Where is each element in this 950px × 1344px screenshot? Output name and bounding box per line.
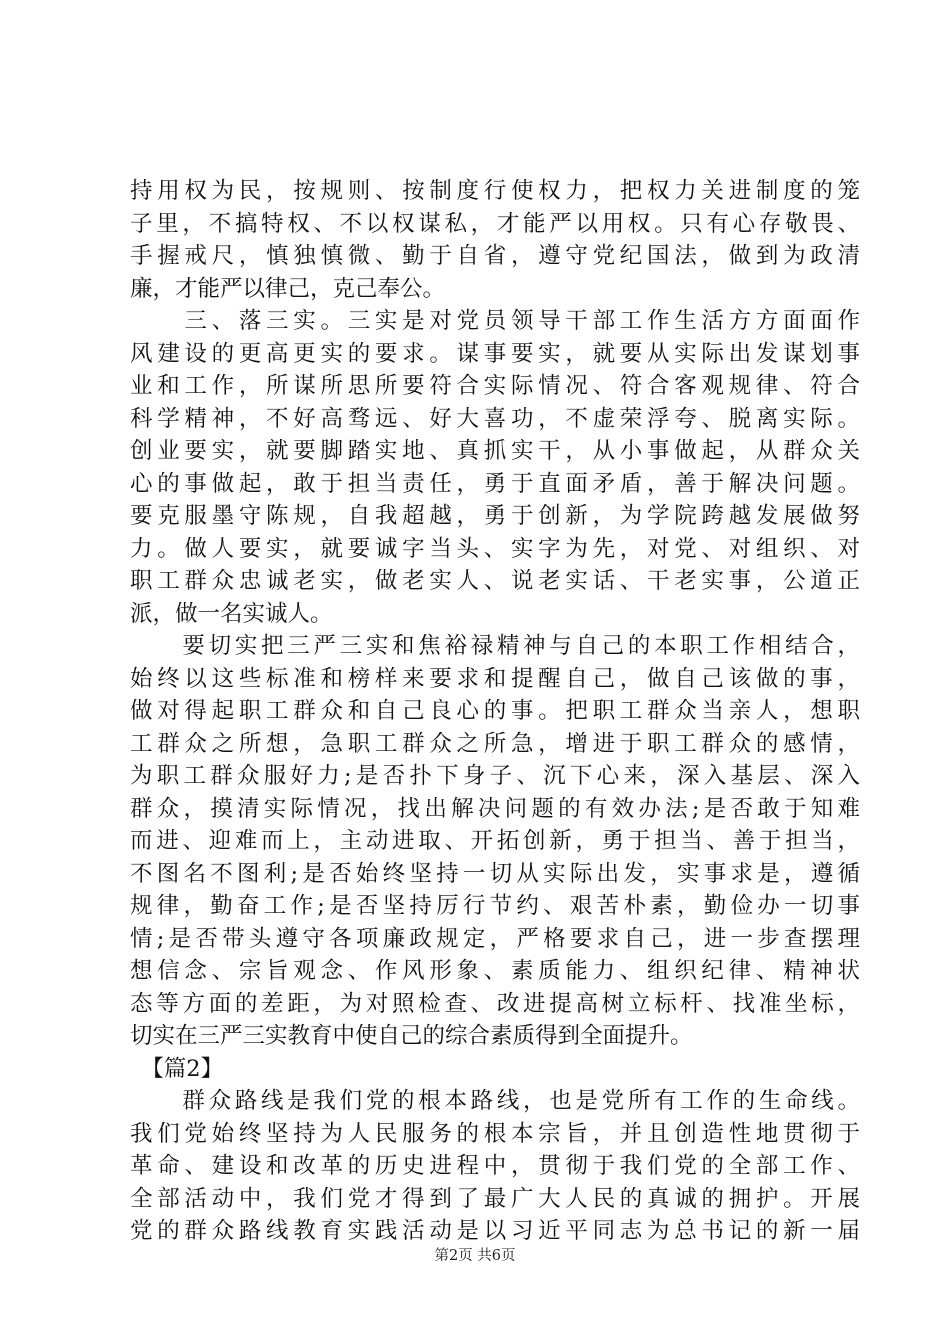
text-line: 职工群众忠诚老实，做老实人、说老实话、干老实事，公道正 [130,568,860,594]
text-line: 情;是否带头遵守各项廉政规定，严格要求自己，进一步查摆理 [130,925,860,952]
text-line: 持用权为民，按规则、按制度行使权力，把权力关进制度的笼 [130,178,860,204]
text-line: 工群众之所想，急职工群众之所急，增进于职工群众的感情， [130,730,860,757]
text-line: 规律，勤奋工作;是否坚持厉行节约、艰苦朴素，勤俭办一切事 [130,893,860,919]
text-line: 为职工群众服好力;是否扑下身子、沉下心来，深入基层、深入 [130,763,860,789]
text-line: 想信念、宗旨观念、作风形象、素质能力、组织纪律、精神状 [130,958,860,984]
text-line: 始终以这些标准和榜样来要求和提醒自己，做自己该做的事， [130,665,860,692]
text-line: 风建设的更高更实的要求。谋事要实，就要从实际出发谋划事 [130,340,860,367]
text-line: 子里，不搞特权、不以权谋私，才能严以用权。只有心存敬畏、 [130,210,860,237]
text-line: 做对得起职工群众和自己良心的事。把职工群众当亲人，想职 [130,698,860,724]
text-line: 革命、建设和改革的历史进程中，贯彻于我们党的全部工作、 [130,1153,860,1179]
text-line: 廉，才能严以律己，克己奉公。 [130,275,446,302]
text-line: 力。做人要实，就要诚字当头、实字为先，对党、对组织、对 [130,535,860,562]
text-line: 业和工作，所谋所思所要符合实际情况、符合客观规律、符合 [130,373,860,399]
text-line: 我们党始终坚持为人民服务的根本宗旨，并且创造性地贯彻于 [130,1120,860,1147]
text-line: 群众路线是我们党的根本路线，也是党所有工作的生命线。 [130,1088,860,1114]
text-line: 手握戒尺，慎独慎微、勤于自省，遵守党纪国法，做到为政清 [130,243,860,269]
document-body [130,175,860,1248]
page-footer: 第2页 共6页 [434,1248,516,1264]
text-line: 【篇2】 [130,1055,224,1082]
text-line: 党的群众路线教育实践活动是以习近平同志为总书记的新一届 [130,1218,860,1244]
text-line: 群众，摸清实际情况，找出解决问题的有效办法;是否敢于知难 [130,795,860,822]
text-line: 不图名不图利;是否始终坚持一切从实际出发，实事求是，遵循 [130,860,860,887]
text-line: 科学精神，不好高骛远、好大喜功，不虚荣浮夸、脱离实际。 [130,405,860,432]
text-line: 全部活动中，我们党才得到了最广大人民的真诚的拥护。开展 [130,1185,860,1212]
text-line: 创业要实，就要脚踏实地、真抓实干，从小事做起，从群众关 [130,438,860,464]
text-line: 三、落三实。三实是对党员领导干部工作生活方方面面作 [130,308,860,334]
text-line: 要切实把三严三实和焦裕禄精神与自己的本职工作相结合， [130,633,860,659]
text-line: 要克服墨守陈规，自我超越，勇于创新，为学院跨越发展做努 [130,503,860,529]
text-line: 心的事做起，敢于担当责任，勇于直面矛盾，善于解决问题。 [130,470,860,497]
text-line: 派，做一名实诚人。 [130,600,333,627]
text-line: 态等方面的差距，为对照检查、改进提高树立标杆、找准坐标， [130,990,860,1017]
text-line: 切实在三严三实教育中使自己的综合素质得到全面提升。 [130,1023,693,1049]
text-line: 而进、迎难而上，主动进取、开拓创新，勇于担当、善于担当， [130,828,860,854]
